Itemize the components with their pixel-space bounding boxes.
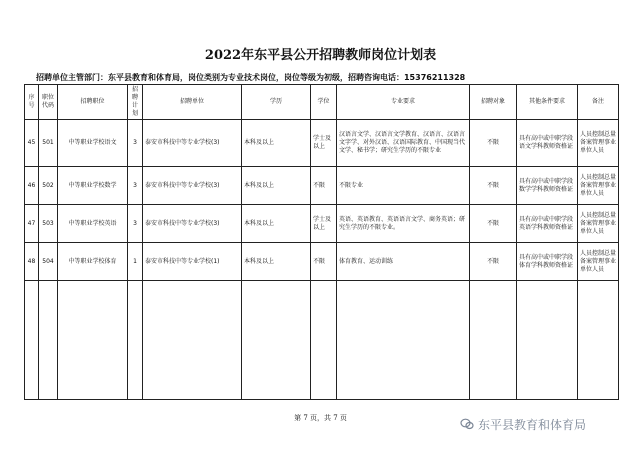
- cell-unit: 泰安市科技中等专业学校(3): [143, 120, 242, 167]
- col-header: 招聘对象: [470, 85, 517, 120]
- cell-no: 45: [25, 120, 39, 167]
- cell-position: 中等职业学校数学: [58, 167, 128, 205]
- cell-education: 本科及以上: [242, 167, 311, 205]
- cell-target: 不限: [470, 167, 517, 205]
- cell-code: 504: [39, 243, 58, 281]
- cell-major: 英语、英语教育、英语语言文学、商务英语；研究生学历的不限专业。: [337, 205, 470, 243]
- cell-degree: 不限: [311, 167, 337, 205]
- cell-plan: 1: [128, 243, 143, 281]
- cell-position: 中等职业学校体育: [58, 243, 128, 281]
- cell-target: 不限: [470, 205, 517, 243]
- cell-education: 本科及以上: [242, 243, 311, 281]
- col-header: 序号: [25, 85, 39, 120]
- col-header: 招聘职位: [58, 85, 128, 120]
- cell-position: 中等职业学校英语: [58, 205, 128, 243]
- cell-unit: 泰安市科技中等专业学校(1): [143, 243, 242, 281]
- col-header: 学历: [242, 85, 311, 120]
- chat-bubble-icon: [460, 417, 474, 431]
- cell-degree: 不限: [311, 243, 337, 281]
- cell-other: 具有高中或中职学段数学学科教师资格证: [517, 167, 578, 205]
- cell-no: 47: [25, 205, 39, 243]
- col-header: 备注: [578, 85, 619, 120]
- cell-position: 中等职业学校语文: [58, 120, 128, 167]
- document-title: 2022年东平县公开招聘教师岗位计划表: [204, 48, 437, 63]
- table-header-row: [25, 85, 619, 120]
- cell-target: 不限: [470, 243, 517, 281]
- cell-unit: 泰安市科技中等专业学校(3): [143, 205, 242, 243]
- col-header: 学位: [311, 85, 337, 120]
- col-header: 其他条件要求: [517, 85, 578, 120]
- cell-code: 503: [39, 205, 58, 243]
- department-line: 招聘单位主管部门：东平县教育和体育局，岗位类别为专业技术岗位，岗位等级为初级，招聘咨询电话：15376211328: [36, 73, 466, 82]
- cell-unit: 泰安市科技中等专业学校(3): [143, 167, 242, 205]
- cell-other: 具有高中或中职学段英语学科教师资格证: [517, 205, 578, 243]
- positions-table: [24, 84, 619, 400]
- cell-education: 本科及以上: [242, 120, 311, 167]
- cell-note: 人员控制总量备案管理事业单位人员: [578, 205, 619, 243]
- cell-target: 不限: [470, 120, 517, 167]
- cell-code: 502: [39, 167, 58, 205]
- cell-other: 具有高中或中职学段语文学科教师资格证: [517, 120, 578, 167]
- account-watermark: [460, 416, 586, 432]
- cell-note: 人员控制总量备案管理事业单位人员: [578, 120, 619, 167]
- table-row: [25, 205, 619, 243]
- table-row: [25, 120, 619, 167]
- col-header: 招聘单位: [143, 85, 242, 120]
- cell-major: 体育教育、运动训练: [337, 243, 470, 281]
- table-row: [25, 243, 619, 281]
- cell-plan: 3: [128, 205, 143, 243]
- col-header: 职位代码: [39, 85, 58, 120]
- watermark-text: 东平县教育和体育局: [478, 417, 587, 432]
- cell-major: 汉语言文学、汉语言文学教育、汉语言、汉语言文字学、对外汉语、汉语国际教育、中国现当代文学、秘书学；研究生学历的不限专业: [337, 120, 470, 167]
- page-footer: 第 7 页，共 7 页: [294, 414, 347, 422]
- cell-major: 不限专业: [337, 167, 470, 205]
- empty-table-row: [25, 281, 619, 400]
- cell-plan: 3: [128, 120, 143, 167]
- cell-code: 501: [39, 120, 58, 167]
- cell-no: 46: [25, 167, 39, 205]
- cell-education: 本科及以上: [242, 205, 311, 243]
- col-header: 招聘计划: [128, 85, 143, 120]
- cell-note: 人员控制总量备案管理事业单位人员: [578, 167, 619, 205]
- cell-no: 48: [25, 243, 39, 281]
- cell-note: 人员控制总量备案管理事业单位人员: [578, 243, 619, 281]
- cell-plan: 3: [128, 167, 143, 205]
- cell-degree: 学士及以上: [311, 120, 337, 167]
- cell-other: 具有高中或中职学段体育学科教师资格证: [517, 243, 578, 281]
- table-row: [25, 167, 619, 205]
- col-header: 专业要求: [337, 85, 470, 120]
- cell-degree: 学士及以上: [311, 205, 337, 243]
